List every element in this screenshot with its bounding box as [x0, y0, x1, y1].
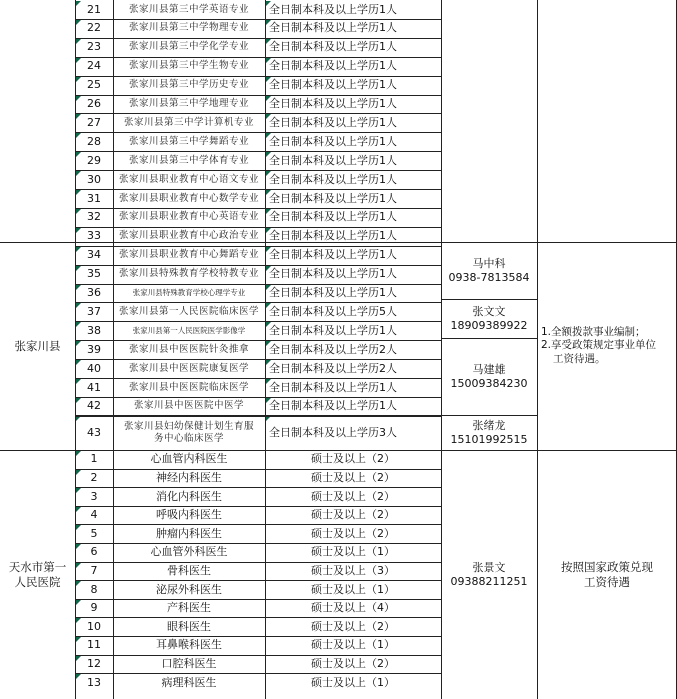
grid-line: [75, 617, 441, 618]
degree-cell: 硕士及以上（2）: [311, 508, 395, 522]
cell-marker-icon: [76, 1, 81, 6]
degree-cell: 硕士及以上（4）: [311, 601, 395, 615]
cell-marker-icon: [76, 656, 81, 661]
cell-marker-icon: [76, 285, 81, 290]
cell-marker-icon: [76, 190, 81, 195]
cell-marker-icon: [76, 209, 81, 214]
row-number: 35: [87, 267, 101, 281]
row-number: 26: [87, 97, 101, 111]
unit-name: 张家川县: [14, 338, 61, 353]
cell-marker-icon: [76, 525, 81, 530]
grid-line: [75, 170, 441, 171]
department-cell: 口腔科医生: [161, 657, 217, 671]
row-number: 28: [87, 134, 101, 148]
grid-line: [75, 673, 441, 674]
contact-block-5: [441, 450, 537, 699]
cell-marker-icon: [76, 398, 81, 403]
cell-marker-icon: [76, 322, 81, 327]
major-cell: 张家川县中医医院临床医学: [128, 381, 249, 393]
department-cell: 呼吸内科医生: [156, 508, 222, 522]
grid-line: [75, 580, 441, 581]
degree-cell: 硕士及以上（2）: [311, 526, 395, 540]
grid-line: [75, 359, 441, 360]
degree-cell: 硕士及以上（2）: [311, 657, 395, 671]
benefit-line: 2.享受政策规定事业单位: [541, 339, 657, 352]
department-cell: 心血管外科医生: [150, 545, 228, 559]
unit-tianshui-hospital: [0, 450, 75, 699]
row-number: 38: [87, 323, 101, 337]
row-number: 12: [87, 657, 101, 671]
requirement-cell: 全日制本科及以上学历1人: [269, 2, 397, 16]
row-number: 22: [87, 21, 101, 35]
department-cell: 眼科医生: [167, 619, 211, 633]
row-number: 21: [87, 2, 101, 16]
grid-line: [265, 0, 266, 699]
row-number: 3: [90, 489, 98, 503]
cell-marker-icon: [76, 152, 81, 157]
row-number: 11: [87, 638, 101, 652]
grid-line: [75, 416, 441, 417]
unit-name-line: 人民医院: [14, 574, 61, 589]
cell-marker-icon: [76, 618, 81, 623]
grid-line: [75, 487, 441, 488]
row-number: 9: [90, 601, 98, 615]
grid-line: [75, 208, 441, 209]
contact-block-3: [441, 338, 537, 415]
row-number: 1: [90, 452, 98, 466]
cell-marker-icon: [76, 637, 81, 642]
contact-name: 马中科: [472, 256, 506, 270]
requirement-cell: 全日制本科及以上学历1人: [269, 399, 397, 413]
contact-name: 张文文: [472, 304, 506, 318]
cell-marker-icon: [76, 247, 81, 252]
cell-marker-icon: [76, 266, 81, 271]
department-cell: 消化内科医生: [156, 489, 222, 503]
grid-line: [75, 38, 441, 39]
major-cell: 张家川县职业教育中心政治专业: [118, 230, 259, 242]
requirement-cell: 全日制本科及以上学历1人: [269, 153, 397, 167]
department-cell: 肿瘤内科医生: [156, 526, 222, 540]
cell-marker-icon: [76, 360, 81, 365]
major-cell: 张家川县第一人民医院医学影像学: [132, 326, 246, 336]
requirement-cell: 全日制本科及以上学历1人: [269, 172, 397, 186]
grid-line: [75, 469, 441, 470]
requirement-cell: 全日制本科及以上学历1人: [269, 267, 397, 281]
row-number: 27: [87, 115, 101, 129]
row-number: 36: [87, 286, 101, 300]
grid-line: [75, 76, 441, 77]
requirement-cell: 全日制本科及以上学历1人: [269, 134, 397, 148]
cell-marker-icon: [76, 488, 81, 493]
grid-line: [75, 562, 441, 563]
major-cell: 张家川县第三中学体育专业: [128, 154, 249, 166]
unit-zhangjiachuan: [0, 242, 75, 450]
requirement-cell: 全日制本科及以上学历1人: [269, 21, 397, 35]
row-number: 32: [87, 210, 101, 224]
row-number: 6: [90, 545, 98, 559]
requirement-cell: 全日制本科及以上学历1人: [269, 286, 397, 300]
row-number: 24: [87, 59, 101, 73]
grid-line: [75, 397, 441, 398]
major-cell: 张家川县第一人民医院临床医学: [118, 305, 259, 317]
major-cell: 张家川县第三中学英语专业: [128, 3, 249, 15]
cell-marker-icon: [76, 470, 81, 475]
benefit-block-2: [537, 450, 677, 699]
grid-line: [75, 19, 441, 20]
cell-marker-icon: [76, 600, 81, 605]
cell-marker-icon: [76, 58, 81, 63]
cell-marker-icon: [76, 171, 81, 176]
department-cell: 耳鼻喉科医生: [156, 638, 222, 652]
grid-line: [75, 151, 441, 152]
major-cell: 张家川县第三中学生物专业: [128, 60, 249, 72]
cell-marker-icon: [76, 20, 81, 25]
row-number: 13: [87, 675, 101, 689]
contact-block-4: [441, 415, 537, 450]
major-cell: 张家川县中医医院康复医学: [128, 362, 249, 374]
cell-marker-icon: [76, 451, 81, 456]
major-cell: 张家川县第三中学地理专业: [128, 98, 249, 109]
grid-line: [75, 543, 441, 544]
row-number: 33: [87, 229, 101, 243]
grid-line: [75, 57, 441, 58]
requirement-cell: 全日制本科及以上学历1人: [269, 229, 397, 243]
major-cell: 张家川县中医医院中医学: [133, 400, 244, 412]
grid-line: [75, 246, 441, 247]
row-number: 23: [87, 40, 101, 54]
contact-block-1: [441, 242, 537, 299]
cell-marker-icon: [76, 96, 81, 101]
benefit-line: 1.全额拨款事业编制；: [541, 326, 646, 339]
requirement-cell: 全日制本科及以上学历1人: [269, 78, 397, 92]
major-cell: 张家川县职业教育中心语文专业: [118, 173, 259, 185]
requirement-cell: 全日制本科及以上学历2人: [269, 342, 397, 356]
grid-line: [75, 415, 441, 416]
requirement-cell: 全日制本科及以上学历2人: [269, 361, 397, 375]
row-number: 31: [87, 191, 101, 205]
grid-line: [75, 284, 441, 285]
row-number: 42: [87, 399, 101, 413]
benefit-block-1: [537, 242, 677, 450]
contact-phone: 09388211251: [450, 574, 528, 588]
department-cell: 泌尿外科医生: [156, 582, 222, 596]
row-number: 37: [87, 304, 101, 318]
major-cell: 张家川县第三中学化学专业: [128, 41, 249, 53]
grid-line: [75, 0, 76, 699]
unit-name-line: 天水市第一: [8, 560, 67, 575]
cell-marker-icon: [76, 341, 81, 346]
grid-line: [113, 0, 114, 699]
row-number: 29: [87, 153, 101, 167]
cell-marker-icon: [76, 674, 81, 679]
row-number: 8: [90, 582, 98, 596]
benefit-line: 工资待遇。: [553, 352, 606, 365]
requirement-cell: 全日制本科及以上学历1人: [269, 210, 397, 224]
grid-line: [75, 655, 441, 656]
row-number: 34: [87, 248, 101, 262]
contact-phone: 15101992515: [450, 432, 528, 446]
grid-line: [75, 506, 441, 507]
grid-line: [75, 524, 441, 525]
cell-marker-icon: [76, 114, 81, 119]
cell-marker-icon: [76, 77, 81, 82]
row-number: 43: [87, 425, 101, 439]
degree-cell: 硕士及以上（1）: [311, 545, 395, 559]
requirement-cell: 全日制本科及以上学历1人: [269, 191, 397, 205]
requirement-cell: 全日制本科及以上学历1人: [269, 248, 397, 262]
requirement-cell: 全日制本科及以上学历1人: [269, 97, 397, 111]
contact-name: 张景文: [472, 560, 506, 574]
degree-cell: 硕士及以上（1）: [311, 675, 395, 689]
grid-line: [75, 265, 441, 266]
row-number: 5: [90, 526, 98, 540]
department-cell: 病理科医生: [161, 675, 217, 689]
degree-cell: 硕士及以上（2）: [311, 619, 395, 633]
cell-marker-icon: [76, 544, 81, 549]
requirement-cell: 全日制本科及以上学历1人: [269, 380, 397, 394]
major-cell: 张家川县第三中学历史专业: [128, 79, 249, 91]
row-number: 10: [87, 619, 101, 633]
major-cell: 张家川县特殊教育学校心理学专业: [132, 288, 246, 298]
cell-marker-icon: [76, 303, 81, 308]
major-cell: 张家川县职业教育中心舞蹈专业: [118, 249, 259, 261]
row-number: 2: [90, 471, 98, 485]
grid-line: [75, 113, 441, 114]
cell-marker-icon: [76, 581, 81, 586]
benefit-line: 工资待遇: [584, 574, 630, 589]
department-cell: 神经内科医生: [156, 471, 222, 485]
contact-block-2: [441, 299, 537, 338]
grid-line: [75, 321, 441, 322]
degree-cell: 硕士及以上（3）: [311, 564, 395, 578]
row-number: 41: [87, 380, 101, 394]
grid-line: [75, 95, 441, 96]
row-number: 7: [90, 564, 98, 578]
row-number: 30: [87, 172, 101, 186]
department-cell: 心血管内科医生: [150, 452, 228, 466]
grid-line: [75, 227, 441, 228]
requirement-cell: 全日制本科及以上学历5人: [269, 304, 397, 318]
contact-phone: 15009384230: [450, 376, 528, 390]
grid-line: [75, 302, 441, 303]
degree-cell: 硕士及以上（2）: [311, 489, 395, 503]
cell-marker-icon: [76, 39, 81, 44]
major-cell: 张家川县第三中学舞蹈专业: [128, 135, 249, 147]
degree-cell: 硕士及以上（2）: [311, 471, 395, 485]
grid-line: [75, 378, 441, 379]
degree-cell: 硕士及以上（2）: [311, 452, 395, 466]
requirement-cell: 全日制本科及以上学历3人: [269, 425, 397, 439]
major-cell: 张家川县特殊教育学校特教专业: [118, 268, 259, 280]
major-cell: 张家川县中医医院针灸推拿: [128, 343, 249, 355]
cell-marker-icon: [76, 507, 81, 512]
requirement-cell: 全日制本科及以上学历1人: [269, 323, 397, 337]
contact-name: 马建雄: [472, 362, 506, 376]
department-cell: 骨科医生: [167, 564, 211, 578]
cell-marker-icon: [76, 379, 81, 384]
major-cell: 张家川县第三中学计算机专业: [123, 116, 254, 128]
cell-marker-icon: [76, 228, 81, 233]
degree-cell: 硕士及以上（1）: [311, 582, 395, 596]
contact-phone: 0938-7813584: [448, 270, 530, 284]
benefit-line: 按照国家政策兑现: [561, 560, 653, 575]
major-cell: 张家川县妇幼保健计划生育服务中心临床医学: [123, 420, 254, 444]
grid-line: [75, 599, 441, 600]
degree-cell: 硕士及以上（1）: [311, 638, 395, 652]
department-cell: 产科医生: [167, 601, 211, 615]
contact-phone: 18909389922: [450, 318, 528, 332]
grid-line: [75, 132, 441, 133]
row-number: 40: [87, 361, 101, 375]
major-cell: 张家川县职业教育中心数学专业: [118, 192, 259, 204]
cell-marker-icon: [76, 563, 81, 568]
requirement-cell: 全日制本科及以上学历1人: [269, 59, 397, 73]
requirement-cell: 全日制本科及以上学历1人: [269, 115, 397, 129]
major-cell: 张家川县职业教育中心英语专业: [118, 211, 259, 223]
requirement-cell: 全日制本科及以上学历1人: [269, 40, 397, 54]
row-number: 25: [87, 78, 101, 92]
row-number: 4: [90, 508, 98, 522]
contact-name: 张绪龙: [472, 418, 506, 432]
grid-line: [75, 340, 441, 341]
row-number: 39: [87, 342, 101, 356]
grid-line: [75, 189, 441, 190]
cell-marker-icon: [76, 133, 81, 138]
major-cell: 张家川县第三中学物理专业: [128, 22, 249, 34]
grid-line: [75, 636, 441, 637]
